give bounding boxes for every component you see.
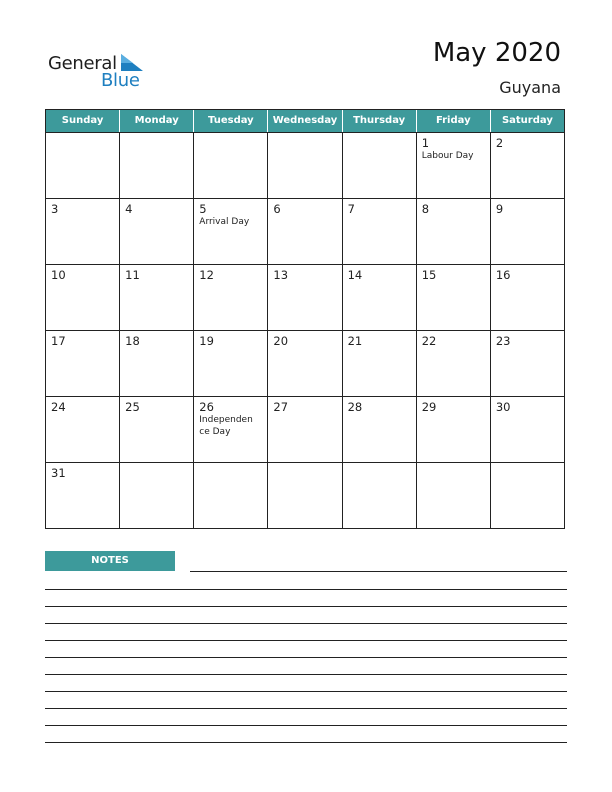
calendar-day-cell [417,265,491,330]
calendar-day-cell [491,265,564,330]
country-label: Guyana [499,78,561,97]
day-number: 26 [199,400,214,414]
note-line [45,674,567,675]
note-line [45,623,567,624]
calendar-day-cell [343,199,417,264]
calendar-day-cell [491,199,564,264]
page-title: May 2020 [432,38,561,68]
note-line [45,742,567,743]
day-number: 23 [495,334,511,348]
day-number: 27 [273,400,289,414]
day-number: 30 [495,400,511,414]
day-number: 18 [125,334,140,348]
calendar-day-cell [46,397,120,462]
calendar-day-cell [417,463,491,528]
day-number: 25 [125,400,140,414]
day-number: 6 [273,202,281,216]
holiday-label: Independen ce Day [199,415,253,437]
day-number: 15 [421,268,437,282]
calendar-day-cell [120,463,194,528]
note-line [45,725,567,726]
day-number: 10 [51,268,66,282]
day-number: 20 [273,334,289,348]
day-number: 28 [347,400,363,414]
calendar-day-cell [194,133,268,198]
calendar-day-cell [343,331,417,396]
calendar-week-row [46,265,564,331]
calendar-day-cell [268,133,342,198]
day-number: 21 [347,334,363,348]
calendar-day-cell [491,133,564,198]
calendar-day-cell [120,265,194,330]
notes-label: NOTES [45,551,175,571]
calendar-day-cell [268,265,342,330]
weekday-header: Friday [417,110,491,132]
day-number: 13 [273,268,289,282]
note-line [45,691,567,692]
day-number: 31 [51,466,66,480]
calendar-day-cell [268,199,342,264]
logo-flag-icon [121,54,143,71]
calendar-day-cell [343,133,417,198]
brand-logo [48,53,158,93]
day-number: 1 [421,136,430,150]
day-number: 14 [347,268,363,282]
note-line [45,589,567,590]
day-number: 19 [199,334,214,348]
day-number: 29 [421,400,437,414]
day-number: 4 [125,202,133,216]
weekday-header: Tuesday [194,110,268,132]
calendar-week-row [46,133,564,199]
calendar-day-cell [194,265,268,330]
day-number: 2 [495,136,504,150]
day-number: 12 [199,268,214,282]
calendar-week-row [46,463,564,528]
weekday-header: Thursday [343,110,417,132]
holiday-label: Labour Day [421,151,474,161]
calendar-day-cell [268,397,342,462]
note-line [45,606,567,607]
logo-text-general: General [48,53,117,74]
calendar-day-cell [46,199,120,264]
day-number: 11 [125,268,140,282]
note-line [190,571,567,572]
logo-text-blue: Blue [101,70,140,91]
calendar-day-cell [417,331,491,396]
calendar-day-cell [120,397,194,462]
calendar-day-cell [194,397,268,462]
calendar-day-cell [46,265,120,330]
note-line [45,640,567,641]
calendar-week-row [46,397,564,463]
weekday-header-row [46,110,564,133]
day-number: 16 [495,268,511,282]
day-number: 7 [347,202,355,216]
day-number: 17 [51,334,66,348]
holiday-label: Arrival Day [199,217,250,227]
calendar-day-cell [343,397,417,462]
calendar-day-cell [194,463,268,528]
weekday-header: Sunday [46,110,120,132]
calendar-day-cell [268,463,342,528]
weekday-header: Wednesday [268,110,342,132]
weekday-header: Monday [120,110,194,132]
calendar-day-cell [46,133,120,198]
day-number: 22 [421,334,437,348]
calendar-day-cell [46,463,120,528]
calendar-day-cell [417,133,491,198]
calendar-grid [45,109,565,529]
calendar-day-cell [491,331,564,396]
calendar-week-row [46,331,564,397]
calendar-day-cell [194,199,268,264]
calendar-day-cell [417,199,491,264]
calendar-day-cell [120,199,194,264]
note-line [45,708,567,709]
calendar-day-cell [343,463,417,528]
calendar-day-cell [417,397,491,462]
day-number: 5 [199,202,207,216]
calendar-day-cell [268,331,342,396]
weekday-header: Saturday [501,115,553,126]
calendar-day-cell [491,397,564,462]
day-number: 3 [51,202,59,216]
calendar-week-row [46,199,564,265]
day-number: 8 [421,202,430,216]
note-line [45,657,567,658]
calendar-day-cell [120,331,194,396]
calendar-day-cell [491,463,564,528]
calendar-day-cell [194,331,268,396]
day-number: 24 [51,400,66,414]
calendar-weeks [46,133,564,528]
calendar-day-cell [120,133,194,198]
calendar-day-cell [343,265,417,330]
calendar-day-cell [46,331,120,396]
day-number: 9 [495,202,504,216]
